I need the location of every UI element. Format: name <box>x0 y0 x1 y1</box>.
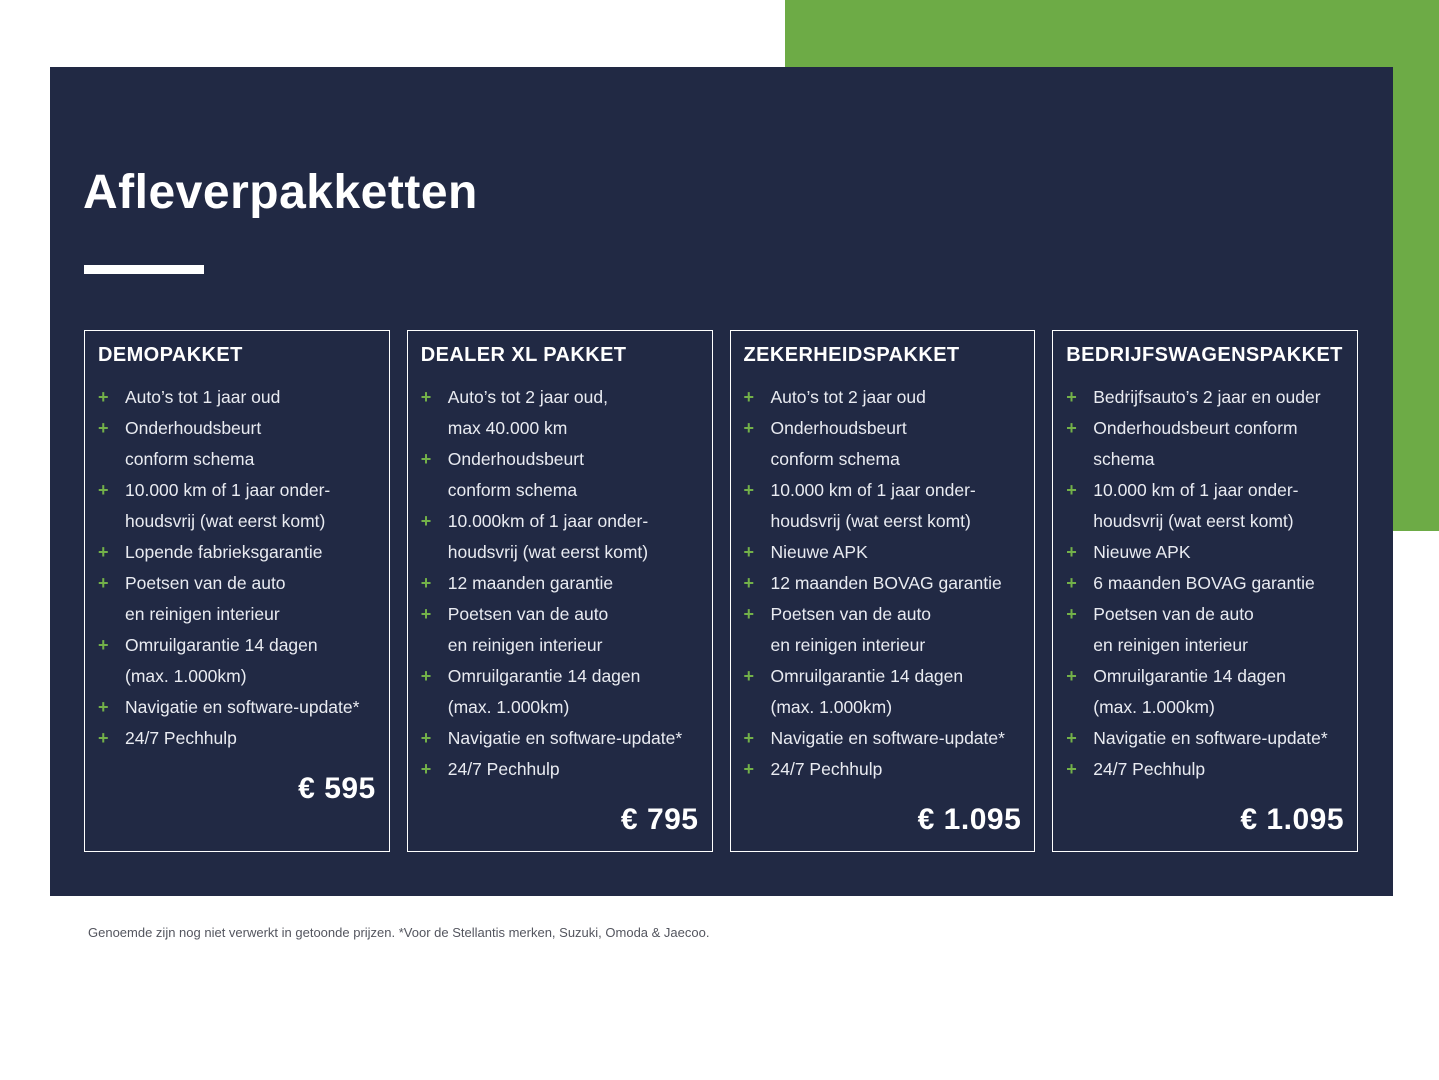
feature-item <box>98 382 376 413</box>
feature-item-continuation <box>744 444 1022 475</box>
feature-list <box>1066 382 1344 785</box>
feature-item <box>744 661 1022 692</box>
feature-item <box>421 444 699 475</box>
feature-text: Onderhoudsbeurt <box>770 418 907 438</box>
feature-text: 24/7 Pechhulp <box>125 728 237 748</box>
feature-item-continuation <box>98 661 376 692</box>
feature-text: (max. 1.000km) <box>770 697 893 717</box>
feature-text: (max. 1.000km) <box>125 666 247 686</box>
feature-item <box>98 568 376 599</box>
feature-item <box>744 413 1022 444</box>
feature-text: houdsvrij (wat eerst komt) <box>125 511 326 531</box>
package-price: € 595 <box>298 772 376 805</box>
plus-icon: + <box>743 542 755 562</box>
plus-icon: + <box>743 480 755 500</box>
feature-text: Navigatie en software-update* <box>1093 728 1328 748</box>
feature-text: Navigatie en software-update* <box>447 728 683 748</box>
package-name: DEALER XL PAKKET <box>420 344 627 366</box>
feature-item <box>98 475 376 506</box>
feature-text: Onderhoudsbeurt <box>447 449 584 469</box>
feature-item <box>1066 723 1344 754</box>
feature-item-continuation <box>1066 444 1344 475</box>
feature-item-continuation <box>98 506 376 537</box>
feature-item <box>744 754 1022 785</box>
feature-text: 12 maanden garantie <box>447 573 614 593</box>
feature-item-continuation <box>744 692 1022 723</box>
page-title: Afleverpakketten <box>83 166 478 219</box>
feature-text: conform schema <box>447 480 578 500</box>
feature-text: en reinigen interieur <box>770 635 926 655</box>
package-price: € 1.095 <box>1240 803 1344 836</box>
feature-item-continuation <box>1066 506 1344 537</box>
feature-text: Auto’s tot 1 jaar oud <box>125 387 281 407</box>
feature-text: Poetsen van de auto <box>447 604 609 624</box>
package-price: € 1.095 <box>917 803 1022 836</box>
feature-item <box>1066 661 1344 692</box>
package-card-demopakket <box>84 330 390 852</box>
plus-icon: + <box>743 759 755 779</box>
feature-text: Navigatie en software-update* <box>770 728 1005 748</box>
feature-text: (max. 1.000km) <box>1093 697 1215 717</box>
plus-icon: + <box>1066 418 1077 438</box>
feature-list <box>98 382 376 754</box>
feature-text: en reinigen interieur <box>1093 635 1248 655</box>
feature-item-continuation <box>1066 692 1344 723</box>
feature-text: conform schema <box>125 449 255 469</box>
plus-icon: + <box>420 573 432 593</box>
feature-text: Poetsen van de auto <box>125 573 286 593</box>
feature-text: Omruilgarantie 14 dagen <box>1093 666 1286 686</box>
plus-icon: + <box>1066 604 1077 624</box>
package-name: BEDRIJFSWAGENSPAKKET <box>1066 344 1343 366</box>
plus-icon: + <box>743 573 755 593</box>
feature-list <box>421 382 699 785</box>
feature-item <box>744 537 1022 568</box>
feature-item <box>98 692 376 723</box>
feature-text: en reinigen interieur <box>447 635 603 655</box>
feature-item <box>1066 475 1344 506</box>
feature-item <box>1066 382 1344 413</box>
feature-text: 12 maanden BOVAG garantie <box>770 573 1002 593</box>
feature-text: Auto’s tot 2 jaar oud, <box>447 387 608 407</box>
plus-icon: + <box>420 666 432 686</box>
plus-icon: + <box>98 573 109 593</box>
feature-list <box>744 382 1022 785</box>
feature-text: 10.000 km of 1 jaar onder- <box>1093 480 1299 500</box>
feature-text: Onderhoudsbeurt <box>125 418 262 438</box>
plus-icon: + <box>98 418 109 438</box>
feature-item-continuation <box>421 537 699 568</box>
feature-item <box>421 754 699 785</box>
plus-icon: + <box>420 759 432 779</box>
feature-item <box>98 537 376 568</box>
feature-text: 10.000km of 1 jaar onder- <box>447 511 649 531</box>
package-price: € 795 <box>620 803 699 836</box>
feature-text: houdsvrij (wat eerst komt) <box>447 542 649 562</box>
feature-item-continuation <box>98 599 376 630</box>
feature-text: 24/7 Pechhulp <box>770 759 883 779</box>
feature-text: Nieuwe APK <box>770 542 868 562</box>
feature-text: Navigatie en software-update* <box>125 697 360 717</box>
feature-item-continuation <box>98 444 376 475</box>
plus-icon: + <box>98 635 109 655</box>
package-card-zekerheidspakket <box>730 330 1036 852</box>
feature-text: 10.000 km of 1 jaar onder- <box>770 480 976 500</box>
feature-item <box>1066 754 1344 785</box>
plus-icon: + <box>98 387 109 407</box>
feature-text: (max. 1.000km) <box>447 697 570 717</box>
package-name: DEMOPAKKET <box>98 344 243 366</box>
plus-icon: + <box>743 418 755 438</box>
feature-item <box>421 723 699 754</box>
plus-icon: + <box>1066 480 1077 500</box>
plus-icon: + <box>743 387 755 407</box>
package-card-bedrijfswagenspakket <box>1052 330 1358 852</box>
feature-item <box>1066 537 1344 568</box>
package-name: ZEKERHEIDSPAKKET <box>743 344 960 366</box>
footnote: Genoemde zijn nog niet verwerkt in getoonde prijzen. *Voor de Stellantis merken, Suzuki, Omoda & Jaecoo. <box>88 925 710 940</box>
plus-icon: + <box>1066 387 1077 407</box>
plus-icon: + <box>1066 666 1077 686</box>
feature-item <box>421 382 699 413</box>
feature-text: Lopende fabrieksgarantie <box>125 542 323 562</box>
feature-text: Omruilgarantie 14 dagen <box>125 635 318 655</box>
feature-text: Omruilgarantie 14 dagen <box>447 666 641 686</box>
plus-icon: + <box>1066 759 1077 779</box>
feature-item <box>421 599 699 630</box>
feature-item <box>1066 599 1344 630</box>
feature-text: houdsvrij (wat eerst komt) <box>770 511 971 531</box>
feature-text: 10.000 km of 1 jaar onder- <box>125 480 331 500</box>
plus-icon: + <box>1066 573 1077 593</box>
plus-icon: + <box>420 604 432 624</box>
plus-icon: + <box>420 511 432 531</box>
feature-item <box>744 599 1022 630</box>
feature-item <box>1066 568 1344 599</box>
plus-icon: + <box>420 387 432 407</box>
content-panel <box>50 67 1393 896</box>
feature-text: en reinigen interieur <box>125 604 280 624</box>
feature-item-continuation <box>421 413 699 444</box>
feature-item-continuation <box>1066 630 1344 661</box>
plus-icon: + <box>743 666 755 686</box>
feature-text: conform schema <box>770 449 900 469</box>
plus-icon: + <box>98 697 109 717</box>
feature-text: Poetsen van de auto <box>770 604 932 624</box>
plus-icon: + <box>1066 542 1077 562</box>
feature-item <box>744 382 1022 413</box>
feature-text: 6 maanden BOVAG garantie <box>1093 573 1315 593</box>
feature-item-continuation <box>421 692 699 723</box>
plus-icon: + <box>420 449 432 469</box>
feature-item <box>98 413 376 444</box>
plus-icon: + <box>1066 728 1077 748</box>
feature-text: Auto’s tot 2 jaar oud <box>770 387 926 407</box>
feature-text: Nieuwe APK <box>1093 542 1191 562</box>
feature-item <box>744 475 1022 506</box>
feature-item <box>98 723 376 754</box>
feature-item-continuation <box>744 506 1022 537</box>
feature-text: max 40.000 km <box>447 418 568 438</box>
feature-item <box>421 506 699 537</box>
title-underline <box>84 265 204 274</box>
feature-text: Bedrijfsauto’s 2 jaar en ouder <box>1093 387 1321 407</box>
feature-item <box>421 568 699 599</box>
package-card-dealer-xl-pakket <box>407 330 713 852</box>
feature-item-continuation <box>421 630 699 661</box>
plus-icon: + <box>420 728 432 748</box>
feature-text: Poetsen van de auto <box>1093 604 1254 624</box>
feature-text: Onderhoudsbeurt conform <box>1093 418 1298 438</box>
feature-text: schema <box>1093 449 1155 469</box>
plus-icon: + <box>98 480 109 500</box>
feature-item <box>1066 413 1344 444</box>
feature-text: 24/7 Pechhulp <box>447 759 560 779</box>
package-cards <box>84 330 1358 852</box>
plus-icon: + <box>98 542 109 562</box>
feature-item <box>744 568 1022 599</box>
feature-text: 24/7 Pechhulp <box>1093 759 1206 779</box>
feature-item <box>98 630 376 661</box>
plus-icon: + <box>743 728 755 748</box>
feature-item-continuation <box>421 475 699 506</box>
feature-item <box>421 661 699 692</box>
feature-item-continuation <box>744 630 1022 661</box>
plus-icon: + <box>98 728 109 748</box>
feature-text: houdsvrij (wat eerst komt) <box>1093 511 1294 531</box>
plus-icon: + <box>743 604 755 624</box>
feature-text: Omruilgarantie 14 dagen <box>770 666 964 686</box>
feature-item <box>744 723 1022 754</box>
